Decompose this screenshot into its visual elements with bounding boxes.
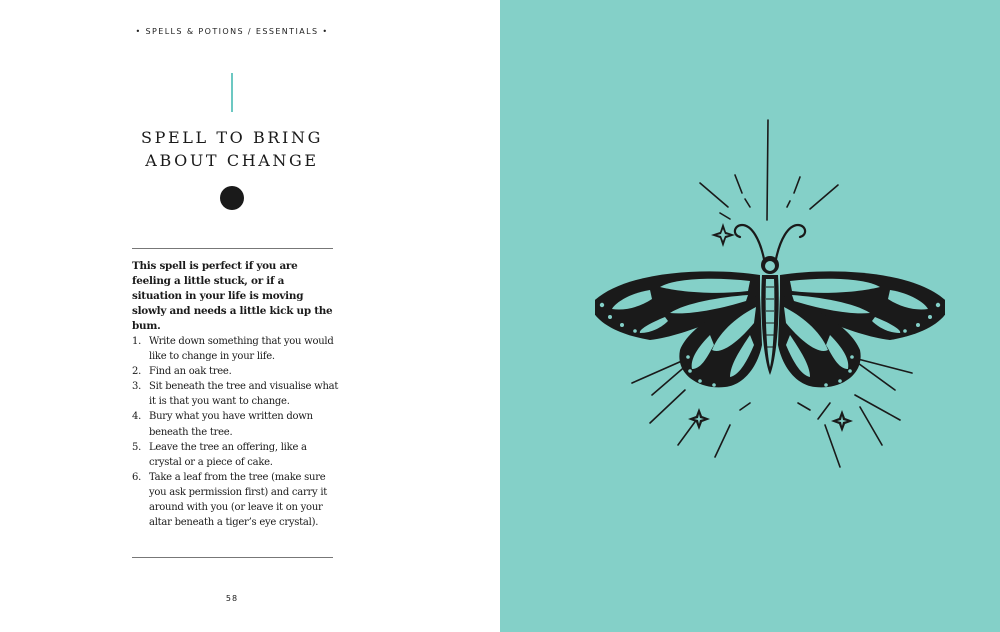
step-text: Write down something that you would like to change in your life. (149, 336, 334, 363)
list-item (132, 470, 342, 530)
step-number: 2. (132, 366, 142, 378)
intro-paragraph: This spell is perfect if you are feeling a little stuck, or if a situation in your life is moving slowly and needs a little kick up the bum. (132, 260, 333, 332)
step-text: Bury what you have written down beneath the tree. (149, 411, 313, 438)
step-number: 3. (132, 381, 142, 393)
top-divider (132, 248, 333, 249)
bottom-divider (132, 557, 333, 558)
step-number: 6. (132, 471, 142, 483)
spell-title-line-1: SPELL TO BRING (141, 128, 323, 147)
spell-title (100, 126, 364, 172)
step-number: 1. (132, 336, 142, 347)
step-text: Leave the tree an offering, like a crystal or a piece of cake. (149, 441, 307, 468)
list-item (132, 440, 342, 470)
accent-line (231, 73, 233, 112)
page-number: 58 (225, 594, 239, 603)
step-text: Take a leaf from the tree (make sure you ask permission first) and carry it around with you (or leave it on your altar beneath a tiger’s eye crystal). (149, 471, 328, 529)
step-text: Sit beneath the tree and visualise what it is that you want to change. (149, 381, 339, 408)
black-dot-ornament (220, 186, 244, 210)
step-text: Find an oak tree. (149, 366, 232, 378)
spell-title-line-2: ABOUT CHANGE (145, 151, 319, 170)
spell-steps-list (132, 334, 342, 530)
step-number: 5. (132, 441, 142, 453)
butterfly-icon (595, 110, 945, 480)
running-head: • SPELLS & POTIONS / ESSENTIALS • (135, 27, 329, 36)
list-item (132, 364, 342, 379)
step-number: 4. (132, 411, 142, 423)
list-item (132, 379, 342, 409)
list-item (132, 334, 342, 364)
illustration-page (500, 0, 1000, 632)
list-item (132, 409, 342, 439)
